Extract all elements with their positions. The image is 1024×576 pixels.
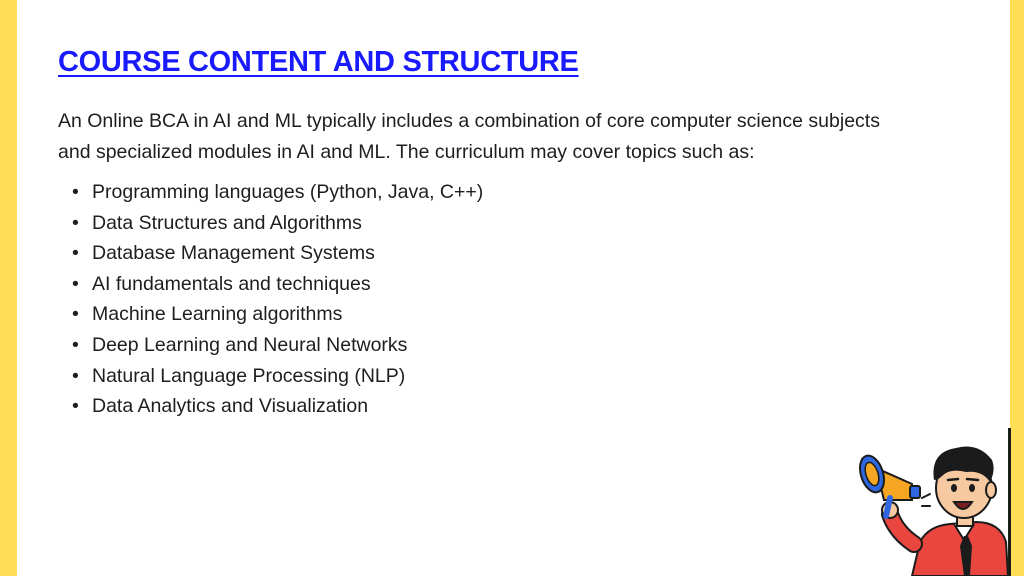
list-item: • Database Management Systems (72, 238, 958, 269)
slide-title: COURSE CONTENT AND STRUCTURE (58, 46, 579, 78)
slide-content (58, 40, 958, 422)
topic-list (58, 177, 958, 422)
list-item: • Programming languages (Python, Java, C++) (72, 177, 958, 208)
left-accent-stripe (0, 0, 17, 576)
list-item: • Natural Language Processing (NLP) (72, 361, 958, 392)
list-item: • Deep Learning and Neural Networks (72, 330, 958, 361)
man-with-megaphone-icon (850, 424, 1024, 576)
list-item: • Machine Learning algorithms (72, 299, 958, 330)
list-item: • AI fundamentals and techniques (72, 269, 958, 300)
intro-paragraph: An Online BCA in AI and ML typically includes a combination of core computer science subjects and specialized modules in AI and ML. The curriculum may cover topics such as: (58, 110, 880, 163)
list-item: • Data Analytics and Visualization (72, 391, 958, 422)
list-item: • Data Structures and Algorithms (72, 208, 958, 239)
